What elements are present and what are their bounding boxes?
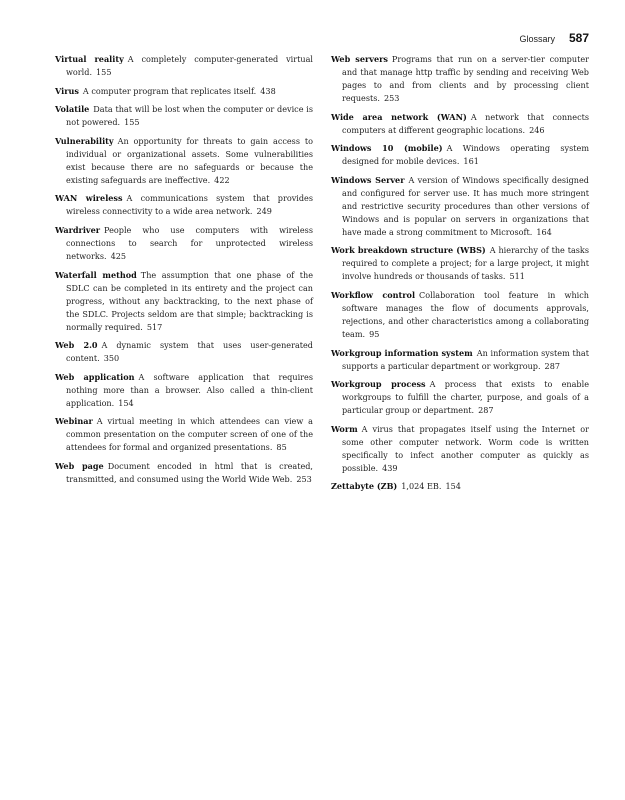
glossary-definition: People who use computers with wireless connections to search for unprotected wireless networks. xyxy=(66,224,313,261)
glossary-entry xyxy=(331,111,589,137)
glossary-page-reference: 350 xyxy=(103,353,120,364)
glossary-page-reference: 95 xyxy=(369,328,380,339)
glossary-definition: A dynamic system that uses user-generated content. xyxy=(66,340,313,364)
glossary-page-reference: 511 xyxy=(509,271,525,282)
glossary-page-reference: 425 xyxy=(110,250,127,261)
glossary-term: Worm xyxy=(331,423,358,434)
glossary-definition: A hierarchy of the tasks required to complete a project; for a large project, it might involve hundreds or thousands of tasks. xyxy=(342,245,589,282)
glossary-entry xyxy=(55,135,313,187)
section-title: Glossary xyxy=(519,34,555,44)
glossary-page-reference: 422 xyxy=(214,174,230,185)
glossary-page-reference: 155 xyxy=(124,117,140,128)
glossary-term: Virus xyxy=(55,85,79,96)
glossary-entry xyxy=(55,224,313,263)
glossary-page-reference: 253 xyxy=(383,93,400,103)
glossary-term: Webinar xyxy=(55,416,93,427)
glossary-definition: Document encoded in html that is created, transmitted, and consumed using the World Wide Web. xyxy=(66,460,313,484)
glossary-page-reference: 85 xyxy=(276,442,287,453)
glossary-definition: A completely computer-generated virtual world. xyxy=(66,54,313,77)
glossary-definition: A Windows operating system designed for mobile devices. xyxy=(342,143,589,167)
glossary-entry xyxy=(55,53,313,79)
glossary-term: Workflow control xyxy=(331,289,416,300)
glossary-entry xyxy=(55,371,313,410)
glossary-term: Vulnerability xyxy=(55,135,114,146)
glossary-entry xyxy=(55,85,313,98)
page-number: 587 xyxy=(568,31,589,45)
glossary-page-reference: 287 xyxy=(478,405,494,416)
glossary-term: Web servers xyxy=(331,54,388,64)
glossary-definition: An opportunity for threats to gain access to individual or organizational assets. Some vulnerabilities exist because there are no safeguards or because the existing safeguards are ineffective. xyxy=(66,135,313,185)
glossary-term: Wide area network (WAN) xyxy=(331,111,467,122)
glossary-definition: Programs that run on a server-tier computer and that manage http traffic by sending and receiving Web pages to and from clients and by processing client requests. xyxy=(342,54,589,103)
glossary-entry xyxy=(331,289,589,341)
glossary-term: Workgroup information system xyxy=(331,347,473,358)
glossary-definition: An information system that supports a particular department or workgroup. xyxy=(342,347,589,371)
glossary-entry xyxy=(331,174,589,239)
glossary-entry xyxy=(55,415,313,454)
glossary-entry xyxy=(55,103,313,129)
glossary-definition: A software application that requires nothing more than a browser. Also called a thin-client application. xyxy=(66,371,313,408)
glossary-definition: 1,024 EB. xyxy=(401,481,442,492)
glossary-page-reference: 253 xyxy=(296,473,312,484)
glossary-term: Volatile xyxy=(55,104,90,115)
glossary-page-reference: 155 xyxy=(96,67,112,77)
glossary-term: WAN wireless xyxy=(55,193,123,204)
glossary-term: Waterfall method xyxy=(55,269,137,280)
glossary-page-reference: 161 xyxy=(463,156,479,167)
glossary-entry xyxy=(331,378,589,417)
glossary-entry xyxy=(331,244,589,283)
glossary-page-reference: 154 xyxy=(445,481,461,492)
glossary-entry xyxy=(55,269,313,334)
glossary-term: Windows Server xyxy=(331,174,405,185)
glossary-page-reference: 517 xyxy=(146,321,163,332)
glossary-page-reference: 438 xyxy=(260,85,276,96)
glossary-definition: The assumption that one phase of the SDLC can be completed in its entirety and the project can progress, without any backtracking, to the next phase of the SDLC. Projects seldom are that simple; backtracking is normally required. xyxy=(66,269,313,332)
glossary-page-reference: 246 xyxy=(529,124,545,135)
glossary-page-reference: 439 xyxy=(382,462,398,473)
glossary-definition: A communications system that provides wireless connectivity to a wide area network. xyxy=(66,193,313,217)
glossary-term: Windows 10 (mobile) xyxy=(331,143,443,154)
glossary-page-reference: 154 xyxy=(118,397,134,408)
glossary-definition: Collaboration tool feature in which software manages the flow of documents approvals, rejections, and other characteristics among a collaborating team. xyxy=(342,289,589,339)
running-header xyxy=(519,31,589,45)
glossary-entry xyxy=(331,142,589,168)
glossary-entry xyxy=(331,53,589,105)
glossary-term: Zettabyte (ZB) xyxy=(331,481,398,492)
glossary-page-reference: 287 xyxy=(544,360,560,371)
glossary-entry xyxy=(55,339,313,365)
glossary-entry xyxy=(331,480,589,493)
glossary-definition: A computer program that replicates itself. xyxy=(82,85,257,96)
glossary-column-right xyxy=(331,53,589,499)
glossary-definition: A virtual meeting in which attendees can view a common presentation on the computer screen of one of the attendees for formal and organized presentations. xyxy=(66,416,313,453)
glossary-column-left xyxy=(55,53,313,492)
glossary-definition: A process that exists to enable workgroups to fulfill the charter, purpose, and goals of a particular group or department. xyxy=(342,379,589,416)
glossary-term: Work breakdown structure (WBS) xyxy=(331,245,486,256)
glossary-definition: A virus that propagates itself using the Internet or some other computer network. Worm code is written specifically to infect another computer as quickly as possible. xyxy=(342,423,589,473)
glossary-page-reference: 249 xyxy=(256,206,272,217)
glossary-term: Workgroup process xyxy=(331,379,426,390)
glossary-definition: Data that will be lost when the computer or device is not powered. xyxy=(66,104,313,128)
glossary-term: Wardriver xyxy=(55,224,101,235)
glossary-term: Web application xyxy=(55,371,135,382)
glossary-term: Web page xyxy=(55,460,104,471)
glossary-term: Web 2.0 xyxy=(55,340,98,351)
glossary-definition: A network that connects computers at different geographic locations. xyxy=(342,111,590,135)
glossary-entry xyxy=(331,423,589,475)
glossary-entry xyxy=(55,460,313,486)
glossary-term: Virtual reality xyxy=(55,54,124,64)
glossary-definition: A version of Windows specifically designed and configured for server use. It has much more stringent and restrictive security procedures than other versions of Windows and is popular on servers in organizations that have made a strong commitment to Microsoft. xyxy=(342,174,589,237)
glossary-entry xyxy=(55,192,313,218)
glossary-entry xyxy=(331,347,589,373)
glossary-page-reference: 164 xyxy=(536,226,552,237)
